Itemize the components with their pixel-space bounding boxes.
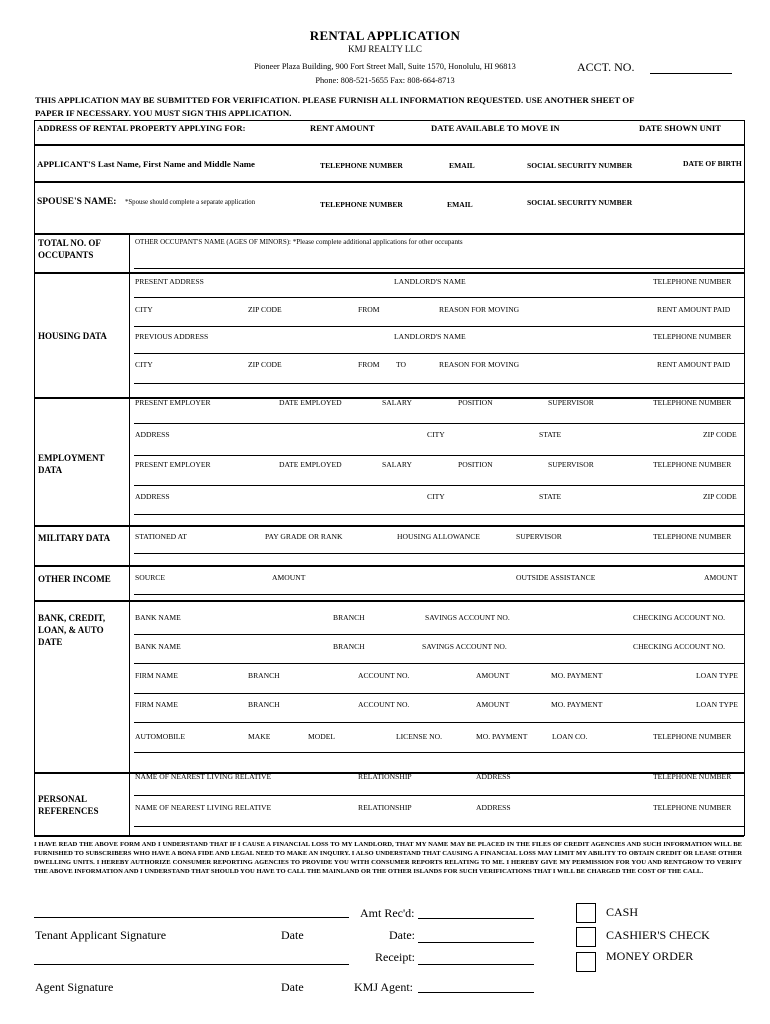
bank-branch2-label: BRANCH [333, 642, 365, 651]
money-order-label: MONEY ORDER [606, 949, 694, 963]
prev-from-label: FROM [358, 360, 380, 369]
agent-signature-label: Agent Signature [35, 980, 114, 994]
company-address: Pioneer Plaza Building, 900 Fort Street Mall, Suite 1570, Honolulu, HI 96813 [254, 62, 516, 71]
housing-phone-label: TELEPHONE NUMBER [653, 277, 732, 286]
cashiers-check-checkbox[interactable] [576, 927, 596, 947]
spouse-ssn-label: SOCIAL SECURITY NUMBER [527, 198, 633, 207]
tenant-date-label: Date [281, 928, 304, 942]
payment-date-label: Date: [389, 928, 415, 942]
firm-amount2-label: AMOUNT [476, 700, 510, 709]
firm-name-label: FIRM NAME [135, 671, 178, 680]
payment-date-field[interactable] [418, 942, 534, 943]
prev-zip-label: ZIP CODE [248, 360, 282, 369]
firm-payment2-label: MO. PAYMENT [551, 700, 603, 709]
pay-grade-label: PAY GRADE OR RANK [265, 532, 343, 541]
agent-date-label: Date [281, 980, 304, 994]
occupants-note: OTHER OCCUPANT'S NAME (AGES OF MINORS): *Please complete additional applications for other occupants [135, 238, 463, 246]
date-employed2-label: DATE EMPLOYED [279, 460, 342, 469]
applicant-dob-label: DATE OF BIRTH [683, 159, 742, 168]
rent-amount-label: RENT AMOUNT [310, 123, 375, 133]
employer2-city-label: CITY [427, 492, 445, 501]
acct-no-label: ACCT. NO. [577, 60, 635, 74]
employer-label: PRESENT EMPLOYER [135, 398, 211, 407]
date-shown-label: DATE SHOWN UNIT [639, 123, 721, 133]
firm-loan-type2-label: LOAN TYPE [696, 700, 738, 709]
prev-phone-label: TELEPHONE NUMBER [653, 332, 732, 341]
reference-address-label: ADDRESS [476, 772, 511, 781]
property-address-label: ADDRESS OF RENTAL PROPERTY APPLYING FOR: [37, 123, 246, 133]
relationship-label: RELATIONSHIP [358, 772, 412, 781]
employer2-zip-label: ZIP CODE [703, 492, 737, 501]
bank-label: BANK, CREDIT, LOAN, & AUTO DATE [38, 613, 106, 647]
firm-amount-label: AMOUNT [476, 671, 510, 680]
reference-phone2-label: TELEPHONE NUMBER [653, 803, 732, 812]
company-name: KMJ REALTY LLC [348, 44, 422, 54]
employer-phone-label: TELEPHONE NUMBER [653, 398, 732, 407]
intro-line-1: THIS APPLICATION MAY BE SUBMITTED FOR VERIFICATION. PLEASE FURNISH ALL INFORMATION REQUESTED. USE ANOTHER SHEET OF [35, 95, 635, 105]
checking-label: CHECKING ACCOUNT NO. [633, 613, 726, 622]
employer-state-label: STATE [539, 430, 562, 439]
amt-recd-field[interactable] [418, 918, 534, 919]
savings-label: SAVINGS ACCOUNT NO. [425, 613, 510, 622]
occupants-label: TOTAL NO. OF OCCUPANTS [38, 238, 101, 260]
employer2-state-label: STATE [539, 492, 562, 501]
relative-label: NAME OF NEAREST LIVING RELATIVE [135, 772, 272, 781]
firm-payment-label: MO. PAYMENT [551, 671, 603, 680]
tenant-signature-label: Tenant Applicant Signature [35, 928, 167, 942]
money-order-checkbox[interactable] [576, 952, 596, 972]
auto-payment-label: MO. PAYMENT [476, 732, 528, 741]
page-title: RENTAL APPLICATION [309, 28, 461, 43]
make-label: MAKE [248, 732, 271, 741]
amt-recd-label: Amt Rec'd: [360, 906, 415, 920]
agent-signature-line[interactable] [34, 964, 349, 965]
supervisor2-label: SUPERVISOR [548, 460, 594, 469]
company-phone: Phone: 808-521-5655 Fax: 808-664-8713 [315, 76, 455, 85]
employer-zip-label: ZIP CODE [703, 430, 737, 439]
outside-assistance-label: OUTSIDE ASSISTANCE [516, 573, 596, 582]
references-label: PERSONAL REFERENCES [38, 794, 99, 816]
relationship2-label: RELATIONSHIP [358, 803, 412, 812]
bank-branch-label: BRANCH [333, 613, 365, 622]
prev-reason-label: REASON FOR MOVING [439, 360, 520, 369]
prev-city-label: CITY [135, 360, 153, 369]
allowance-label: HOUSING ALLOWANCE [397, 532, 480, 541]
receipt-label: Receipt: [375, 950, 415, 964]
prev-landlord-label: LANDLORD'S NAME [394, 332, 466, 341]
present-address-label: PRESENT ADDRESS [135, 277, 204, 286]
employer2-label: PRESENT EMPLOYER [135, 460, 211, 469]
employer-address-label: ADDRESS [135, 430, 170, 439]
firm-branch2-label: BRANCH [248, 700, 280, 709]
position-label: POSITION [458, 398, 493, 407]
spouse-name-label: SPOUSE'S NAME: [37, 197, 117, 207]
firm-loan-type-label: LOAN TYPE [696, 671, 738, 680]
applicant-ssn-label: SOCIAL SECURITY NUMBER [527, 161, 633, 170]
prev-to-label: TO [396, 360, 406, 369]
intro-line-2: PAPER IF NECESSARY. YOU MUST SIGN THIS APPLICATION. [35, 108, 292, 118]
disclaimer: I HAVE READ THE ABOVE FORM AND I UNDERSTAND THAT IF I CAUSE A FINANCIAL LOSS TO MY LANDLORD, THAT MY NAME MAY BE PLACED IN THE FILES OF CREDIT AGENCIES AND SUCH INFORMATION WILL BE FURNISHED TO SUBSCRIBERS WHO HAVE A BONA FIDE AND LEGAL NEED TO MAKE AN INQUIRY. I ALSO UNDERSTAND THAT CAUSING A FINANCIAL LOSS MAY LIMIT MY ABILITY TO OBTAIN CREDIT OR LEASE OTHER DWELLING UNITS. I HEREBY AUTHORIZE CONSUMER REPORTING AGENCIES TO PROVIDE YOU WITH CONSUMER REPORTS RELATING TO ME. I HEREBY GIVE MY PERMISSION FOR YOU AND RENTGROW TO VERIFY THE ABOVE INFORMATION AND I UNDERSTAND THAT SHOULD YOU HAVE TO CALL THE MAINLAND OR THE OTHER ISLANDS FOR SUCH VERIFICATIONS THAT I WILL BE CHARGED THE COST OF THE CALL. [34, 841, 742, 875]
tenant-signature-line[interactable] [34, 917, 349, 918]
auto-phone-label: TELEPHONE NUMBER [653, 732, 732, 741]
license-label: LICENSE NO. [396, 732, 442, 741]
relative2-label: NAME OF NEAREST LIVING RELATIVE [135, 803, 272, 812]
spouse-note: *Spouse should complete a separate application [125, 199, 256, 206]
military-supervisor-label: SUPERVISOR [516, 532, 562, 541]
date-employed-label: DATE EMPLOYED [279, 398, 342, 407]
employer2-address-label: ADDRESS [135, 492, 170, 501]
reference-phone-label: TELEPHONE NUMBER [653, 772, 732, 781]
kmj-agent-label: KMJ Agent: [354, 980, 414, 994]
automobile-label: AUTOMOBILE [135, 732, 186, 741]
military-label: MILITARY DATA [38, 533, 111, 543]
housing-label: HOUSING DATA [38, 331, 107, 341]
position2-label: POSITION [458, 460, 493, 469]
outside-amount-label: AMOUNT [704, 573, 738, 582]
spouse-phone-label: TELEPHONE NUMBER [320, 200, 403, 209]
city-label: CITY [135, 305, 153, 314]
supervisor-label: SUPERVISOR [548, 398, 594, 407]
reason-label: REASON FOR MOVING [439, 305, 520, 314]
from-label: FROM [358, 305, 380, 314]
cashiers-check-label: CASHIER'S CHECK [606, 928, 710, 942]
applicant-phone-label: TELEPHONE NUMBER [320, 161, 403, 170]
previous-address-label: PREVIOUS ADDRESS [135, 332, 209, 341]
salary-label: SALARY [382, 398, 412, 407]
applicant-name-label: APPLICANT'S Last Name, First Name and Middle Name [37, 159, 255, 169]
reference-address2-label: ADDRESS [476, 803, 511, 812]
savings2-label: SAVINGS ACCOUNT NO. [422, 642, 507, 651]
acct-no-field[interactable] [650, 73, 732, 74]
military-phone-label: TELEPHONE NUMBER [653, 532, 732, 541]
zip-label: ZIP CODE [248, 305, 282, 314]
checking2-label: CHECKING ACCOUNT NO. [633, 642, 726, 651]
cash-checkbox[interactable] [576, 903, 596, 923]
rent-paid-label: RENT AMOUNT PAID [657, 305, 731, 314]
kmj-agent-field[interactable] [418, 992, 534, 993]
bank-name2-label: BANK NAME [135, 642, 181, 651]
date-available-label: DATE AVAILABLE TO MOVE IN [431, 123, 560, 133]
firm-branch-label: BRANCH [248, 671, 280, 680]
income-amount-label: AMOUNT [272, 573, 306, 582]
applicant-email-label: EMAIL [449, 161, 475, 170]
landlord-label: LANDLORD'S NAME [394, 277, 466, 286]
cash-label: CASH [606, 905, 639, 919]
employer-city-label: CITY [427, 430, 445, 439]
loan-co-label: LOAN CO. [552, 732, 588, 741]
spouse-email-label: EMAIL [447, 200, 473, 209]
income-source-label: SOURCE [135, 573, 165, 582]
employment-label: EMPLOYMENT DATA [38, 453, 105, 475]
employer2-phone-label: TELEPHONE NUMBER [653, 460, 732, 469]
receipt-field[interactable] [418, 964, 534, 965]
firm-name2-label: FIRM NAME [135, 700, 178, 709]
firm-account-label: ACCOUNT NO. [358, 671, 410, 680]
income-label: OTHER INCOME [38, 574, 111, 584]
firm-account2-label: ACCOUNT NO. [358, 700, 410, 709]
salary2-label: SALARY [382, 460, 412, 469]
stationed-label: STATIONED AT [135, 532, 187, 541]
bank-name-label: BANK NAME [135, 613, 181, 622]
prev-rent-paid-label: RENT AMOUNT PAID [657, 360, 731, 369]
model-label: MODEL [308, 732, 335, 741]
